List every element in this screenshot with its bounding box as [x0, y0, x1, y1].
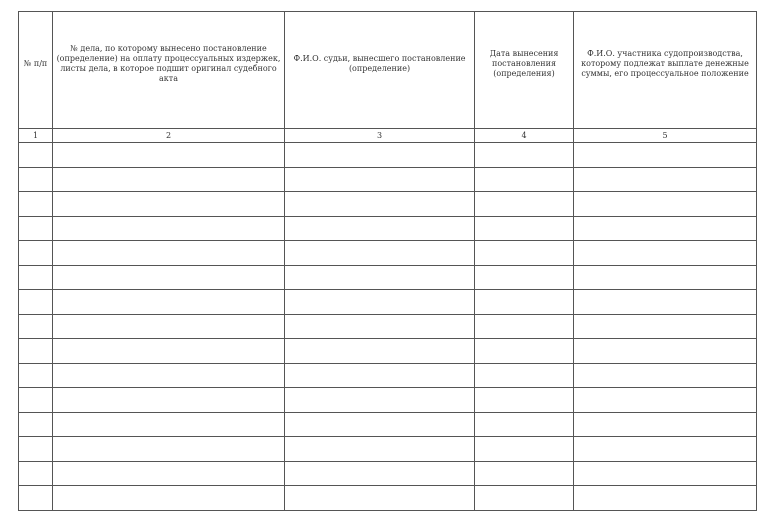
table-row: [19, 388, 757, 413]
header-cell-row-number: [19, 12, 53, 129]
empty-cell: [19, 314, 53, 339]
empty-cell: [53, 486, 285, 511]
empty-cell: [53, 461, 285, 486]
empty-cell: [475, 339, 574, 364]
empty-cell: [475, 363, 574, 388]
table-row: [19, 241, 757, 266]
column-number: 2: [53, 129, 285, 143]
empty-cell: [285, 437, 475, 462]
header-label: № п/п: [23, 59, 48, 68]
empty-cell: [285, 363, 475, 388]
empty-cell: [285, 412, 475, 437]
empty-cell: [475, 167, 574, 192]
empty-cell: [574, 412, 757, 437]
empty-cell: [53, 290, 285, 315]
empty-cell: [574, 486, 757, 511]
empty-cell: [53, 388, 285, 413]
empty-cell: [53, 143, 285, 168]
empty-cell: [53, 437, 285, 462]
table-body: [19, 129, 757, 511]
empty-cell: [53, 241, 285, 266]
column-number: 3: [285, 129, 475, 143]
empty-cell: [574, 192, 757, 217]
empty-cell: [475, 143, 574, 168]
empty-cell: [19, 167, 53, 192]
empty-cell: [574, 461, 757, 486]
empty-cell: [574, 363, 757, 388]
empty-cell: [574, 388, 757, 413]
header-cell-case-number: [53, 12, 285, 129]
empty-cell: [574, 265, 757, 290]
empty-cell: [285, 167, 475, 192]
empty-cell: [19, 241, 53, 266]
empty-cell: [19, 265, 53, 290]
empty-cell: [53, 314, 285, 339]
table-header: [19, 12, 757, 129]
empty-cell: [285, 339, 475, 364]
empty-cell: [19, 486, 53, 511]
empty-cell: [285, 461, 475, 486]
empty-cell: [53, 412, 285, 437]
table-row: [19, 290, 757, 315]
empty-cell: [574, 290, 757, 315]
empty-cell: [285, 216, 475, 241]
header-label: № дела, по которому вынесено постановление (определение) на оплату процессуальных издержек, листы дела, в которое подшит оригинал судебного акта: [56, 44, 281, 83]
table-row: [19, 437, 757, 462]
empty-cell: [285, 290, 475, 315]
table-row: [19, 339, 757, 364]
empty-cell: [574, 167, 757, 192]
empty-cell: [285, 192, 475, 217]
empty-cell: [19, 388, 53, 413]
empty-cell: [285, 241, 475, 266]
empty-cell: [475, 265, 574, 290]
empty-cell: [475, 461, 574, 486]
empty-cell: [475, 412, 574, 437]
header-cell-judge-name: [285, 12, 475, 129]
empty-cell: [475, 388, 574, 413]
empty-cell: [53, 363, 285, 388]
empty-cell: [19, 192, 53, 217]
empty-cell: [475, 216, 574, 241]
empty-cell: [53, 265, 285, 290]
header-cell-participant: [574, 12, 757, 129]
empty-cell: [574, 143, 757, 168]
empty-cell: [19, 339, 53, 364]
column-number: 4: [475, 129, 574, 143]
table-row: [19, 461, 757, 486]
empty-cell: [285, 143, 475, 168]
table-row: [19, 363, 757, 388]
empty-cell: [475, 486, 574, 511]
empty-cell: [574, 216, 757, 241]
column-number: 5: [574, 129, 757, 143]
table-row: [19, 143, 757, 168]
table-row: [19, 486, 757, 511]
header-label: Ф.И.О. судьи, вынесшего постановление (определение): [293, 54, 466, 73]
empty-cell: [19, 461, 53, 486]
empty-cell: [285, 265, 475, 290]
empty-cell: [19, 412, 53, 437]
empty-cell: [53, 339, 285, 364]
table-row: [19, 192, 757, 217]
empty-cell: [475, 192, 574, 217]
empty-cell: [574, 241, 757, 266]
empty-cell: [19, 363, 53, 388]
empty-cell: [574, 437, 757, 462]
empty-cell: [19, 216, 53, 241]
table-row: [19, 412, 757, 437]
header-row: [19, 12, 757, 129]
empty-cell: [19, 290, 53, 315]
header-label: Дата вынесения постановления (определения): [489, 49, 559, 78]
empty-cell: [19, 437, 53, 462]
empty-cell: [285, 388, 475, 413]
table-row: [19, 216, 757, 241]
table-row: [19, 265, 757, 290]
empty-cell: [574, 339, 757, 364]
empty-cell: [285, 314, 475, 339]
register-table: [18, 11, 757, 511]
empty-cell: [475, 437, 574, 462]
header-cell-ruling-date: [475, 12, 574, 129]
empty-cell: [475, 290, 574, 315]
empty-cell: [53, 167, 285, 192]
empty-cell: [475, 241, 574, 266]
table-row: [19, 167, 757, 192]
empty-cell: [53, 216, 285, 241]
empty-cell: [53, 192, 285, 217]
empty-cell: [19, 143, 53, 168]
column-number: 1: [19, 129, 53, 143]
column-number-row: [19, 129, 757, 143]
empty-cell: [285, 486, 475, 511]
table-row: [19, 314, 757, 339]
empty-cell: [475, 314, 574, 339]
empty-cell: [574, 314, 757, 339]
header-label: Ф.И.О. участника судопроизводства, которому подлежат выплате денежные суммы, его процессуальное положение: [581, 49, 749, 78]
